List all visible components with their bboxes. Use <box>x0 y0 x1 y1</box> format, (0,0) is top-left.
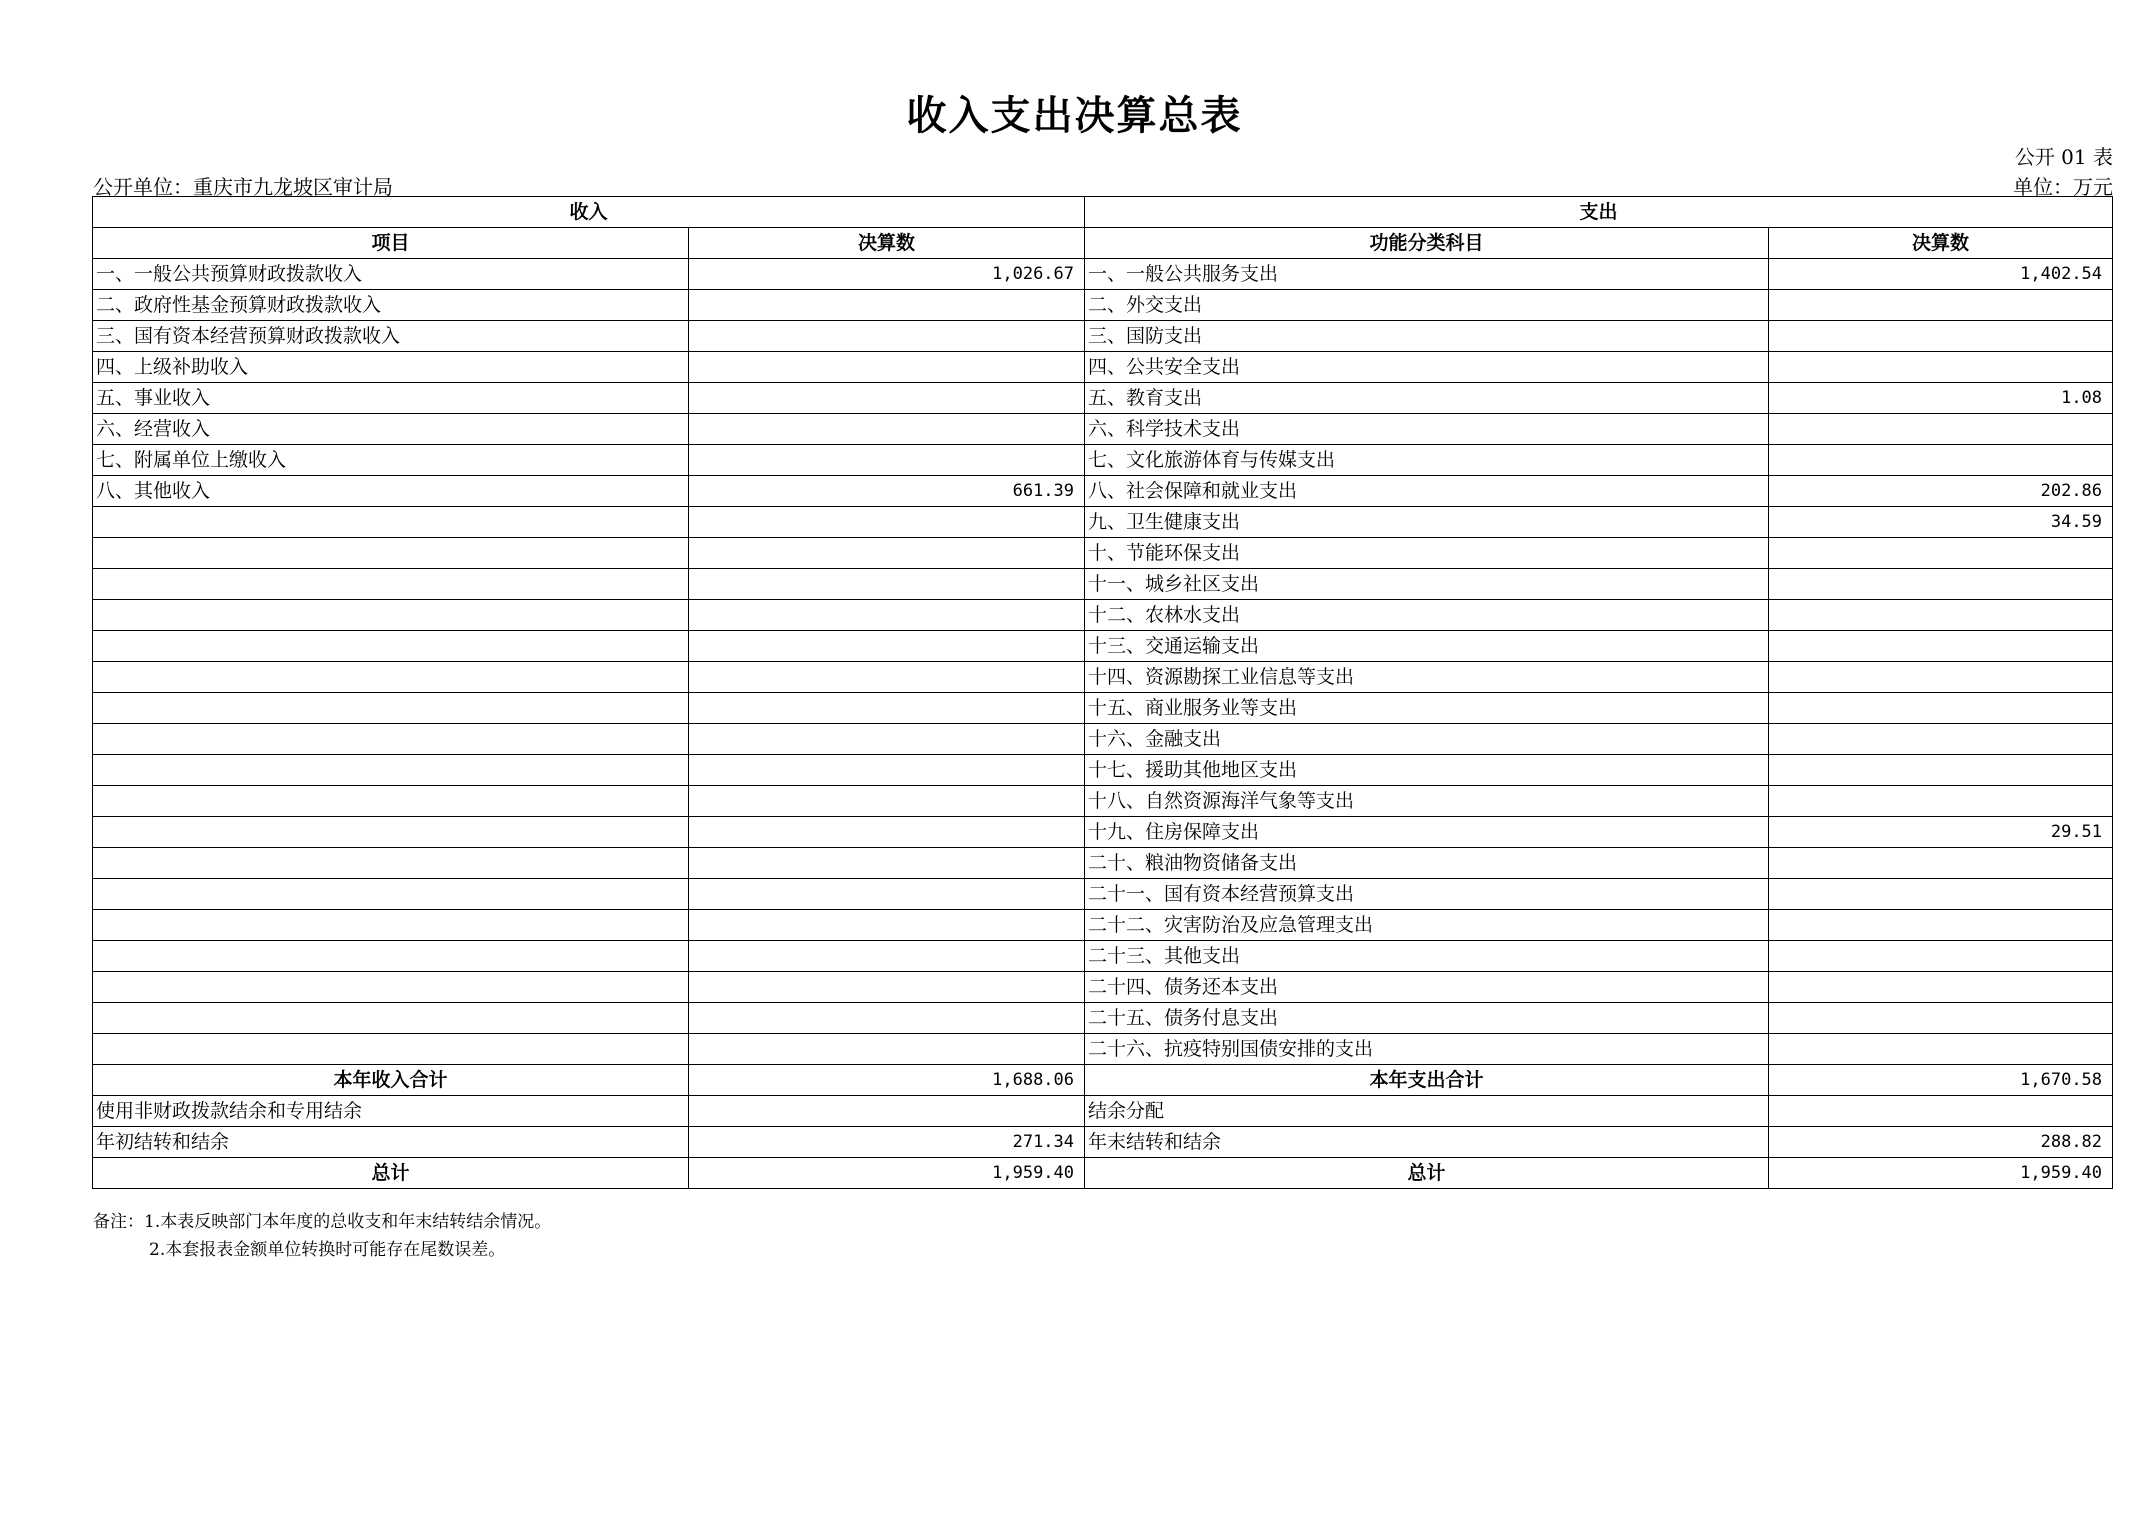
table-row <box>93 290 2113 321</box>
income-amount <box>689 941 1085 972</box>
income-amount: 661.39 <box>689 476 1085 507</box>
expense-amount <box>1769 445 2113 476</box>
income-amount <box>689 848 1085 879</box>
income-amount <box>689 383 1085 414</box>
income-amount <box>689 724 1085 755</box>
income-item-label <box>93 1003 689 1034</box>
income-item-label <box>93 755 689 786</box>
year-expense-total-label: 本年支出合计 <box>1085 1065 1769 1096</box>
expense-item-label: 十一、城乡社区支出 <box>1085 569 1769 600</box>
expense-item-label: 八、社会保障和就业支出 <box>1085 476 1769 507</box>
year-expense-total-value: 1,670.58 <box>1769 1065 2113 1096</box>
table-row <box>93 693 2113 724</box>
expense-item-label: 九、卫生健康支出 <box>1085 507 1769 538</box>
expense-amount <box>1769 910 2113 941</box>
reporting-unit: 公开单位：重庆市九龙坡区审计局 <box>93 175 393 199</box>
income-item-label: 三、国有资本经营预算财政拨款收入 <box>93 321 689 352</box>
expense-amount: 1,402.54 <box>1769 259 2113 290</box>
function-category-column-header: 功能分类科目 <box>1085 228 1769 259</box>
expense-amount <box>1769 755 2113 786</box>
expense-amount <box>1769 1003 2113 1034</box>
income-amount <box>689 755 1085 786</box>
grand-total-expense-value: 1,959.40 <box>1769 1158 2113 1189</box>
expense-amount <box>1769 321 2113 352</box>
table-row <box>93 352 2113 383</box>
expense-amount <box>1769 600 2113 631</box>
income-item-label: 七、附属单位上缴收入 <box>93 445 689 476</box>
expense-amount <box>1769 941 2113 972</box>
expense-item-label: 十五、商业服务业等支出 <box>1085 693 1769 724</box>
expense-item-label: 二十、粮油物资储备支出 <box>1085 848 1769 879</box>
beginning-balance-value: 271.34 <box>689 1127 1085 1158</box>
expense-item-label: 六、科学技术支出 <box>1085 414 1769 445</box>
expense-amount <box>1769 879 2113 910</box>
income-amount <box>689 321 1085 352</box>
income-item-label: 四、上级补助收入 <box>93 352 689 383</box>
income-section-header: 收入 <box>93 197 1085 228</box>
table-row <box>93 259 2113 290</box>
expense-item-label: 二、外交支出 <box>1085 290 1769 321</box>
income-item-label <box>93 972 689 1003</box>
income-amount <box>689 569 1085 600</box>
nonfiscal-label: 使用非财政拨款结余和专用结余 <box>93 1096 689 1127</box>
form-number: 公开 01 表 <box>2014 145 2113 169</box>
table-row <box>93 321 2113 352</box>
income-amount <box>689 631 1085 662</box>
expense-item-label: 七、文化旅游体育与传媒支出 <box>1085 445 1769 476</box>
income-amount <box>689 972 1085 1003</box>
expense-amount: 1.08 <box>1769 383 2113 414</box>
income-amount: 1,026.67 <box>689 259 1085 290</box>
carryover-row <box>93 1127 2113 1158</box>
income-item-label <box>93 724 689 755</box>
income-amount <box>689 662 1085 693</box>
income-item-label <box>93 507 689 538</box>
income-item-label <box>93 1034 689 1065</box>
expense-amount <box>1769 1034 2113 1065</box>
income-item-label <box>93 817 689 848</box>
expense-amount <box>1769 352 2113 383</box>
expense-item-label: 十二、农林水支出 <box>1085 600 1769 631</box>
income-amount <box>689 786 1085 817</box>
expense-amount <box>1769 724 2113 755</box>
income-item-label <box>93 786 689 817</box>
income-amount <box>689 879 1085 910</box>
expense-item-label: 四、公共安全支出 <box>1085 352 1769 383</box>
expense-section-header: 支出 <box>1085 197 2113 228</box>
expense-item-label: 一、一般公共服务支出 <box>1085 259 1769 290</box>
expense-amount <box>1769 848 2113 879</box>
table-row <box>93 507 2113 538</box>
year-total-row <box>93 1065 2113 1096</box>
table-row <box>93 662 2113 693</box>
income-amount <box>689 290 1085 321</box>
table-row <box>93 445 2113 476</box>
table-row <box>93 941 2113 972</box>
grand-total-expense-label: 总计 <box>1085 1158 1769 1189</box>
table-row <box>93 910 2113 941</box>
table-row <box>93 1034 2113 1065</box>
surplus-allocation-label: 结余分配 <box>1085 1096 1769 1127</box>
expense-amount-column-header: 决算数 <box>1769 228 2113 259</box>
expense-item-label: 三、国防支出 <box>1085 321 1769 352</box>
income-item-label: 二、政府性基金预算财政拨款收入 <box>93 290 689 321</box>
income-item-label <box>93 569 689 600</box>
income-amount <box>689 693 1085 724</box>
income-item-label: 五、事业收入 <box>93 383 689 414</box>
ending-balance-label: 年末结转和结余 <box>1085 1127 1769 1158</box>
expense-item-label: 五、教育支出 <box>1085 383 1769 414</box>
footnote-1: 备注：1.本表反映部门本年度的总收支和年末结转结余情况。 <box>93 1212 552 1232</box>
expense-item-label: 十七、援助其他地区支出 <box>1085 755 1769 786</box>
surplus-allocation-value <box>1769 1096 2113 1127</box>
footnotes <box>93 1208 551 1264</box>
expense-item-label: 十八、自然资源海洋气象等支出 <box>1085 786 1769 817</box>
footnote-2: 2.本套报表金额单位转换时可能存在尾数误差。 <box>149 1240 506 1260</box>
grand-total-row <box>93 1158 2113 1189</box>
expense-item-label: 二十五、债务付息支出 <box>1085 1003 1769 1034</box>
table-row <box>93 631 2113 662</box>
table-row <box>93 972 2113 1003</box>
table-row <box>93 879 2113 910</box>
expense-item-label: 二十六、抗疫特别国债安排的支出 <box>1085 1034 1769 1065</box>
expense-amount <box>1769 569 2113 600</box>
income-amount <box>689 910 1085 941</box>
income-amount <box>689 1003 1085 1034</box>
income-item-label: 八、其他收入 <box>93 476 689 507</box>
table-row <box>93 755 2113 786</box>
expense-amount: 29.51 <box>1769 817 2113 848</box>
expense-item-label: 十三、交通运输支出 <box>1085 631 1769 662</box>
income-amount <box>689 507 1085 538</box>
table-row <box>93 383 2113 414</box>
income-amount <box>689 352 1085 383</box>
income-amount <box>689 1034 1085 1065</box>
expense-amount <box>1769 414 2113 445</box>
table-row <box>93 848 2113 879</box>
grand-total-income-value: 1,959.40 <box>689 1158 1085 1189</box>
item-column-header: 项目 <box>93 228 689 259</box>
year-income-total-label: 本年收入合计 <box>93 1065 689 1096</box>
budget-summary-table <box>92 196 2113 1189</box>
income-amount <box>689 817 1085 848</box>
income-item-label <box>93 941 689 972</box>
income-item-label <box>93 538 689 569</box>
table-row <box>93 538 2113 569</box>
expense-amount <box>1769 662 2113 693</box>
page-title: 收入支出决算总表 <box>906 93 1243 139</box>
expense-amount <box>1769 538 2113 569</box>
expense-amount <box>1769 631 2113 662</box>
table-row <box>93 414 2113 445</box>
income-amount <box>689 538 1085 569</box>
table-row <box>93 600 2113 631</box>
table-row <box>93 569 2113 600</box>
expense-item-label: 二十一、国有资本经营预算支出 <box>1085 879 1769 910</box>
table-row <box>93 1003 2113 1034</box>
expense-amount <box>1769 693 2113 724</box>
income-item-label <box>93 910 689 941</box>
income-amount <box>689 600 1085 631</box>
expense-amount: 202.86 <box>1769 476 2113 507</box>
income-item-label <box>93 662 689 693</box>
income-amount <box>689 445 1085 476</box>
grand-total-income-label: 总计 <box>93 1158 689 1189</box>
beginning-balance-label: 年初结转和结余 <box>93 1127 689 1158</box>
income-item-label <box>93 879 689 910</box>
table-row <box>93 476 2113 507</box>
table-row <box>93 817 2113 848</box>
expense-amount <box>1769 786 2113 817</box>
income-item-label <box>93 631 689 662</box>
income-item-label <box>93 848 689 879</box>
nonfiscal-row <box>93 1096 2113 1127</box>
year-income-total-value: 1,688.06 <box>689 1065 1085 1096</box>
expense-amount <box>1769 290 2113 321</box>
expense-item-label: 十四、资源勘探工业信息等支出 <box>1085 662 1769 693</box>
expense-item-label: 十六、金融支出 <box>1085 724 1769 755</box>
currency-unit: 单位：万元 <box>2013 175 2113 199</box>
expense-amount: 34.59 <box>1769 507 2113 538</box>
income-amount <box>689 414 1085 445</box>
expense-item-label: 二十三、其他支出 <box>1085 941 1769 972</box>
expense-item-label: 二十二、灾害防治及应急管理支出 <box>1085 910 1769 941</box>
expense-item-label: 十九、住房保障支出 <box>1085 817 1769 848</box>
expense-item-label: 二十四、债务还本支出 <box>1085 972 1769 1003</box>
table-row <box>93 724 2113 755</box>
ending-balance-value: 288.82 <box>1769 1127 2113 1158</box>
expense-item-label: 十、节能环保支出 <box>1085 538 1769 569</box>
nonfiscal-value <box>689 1096 1085 1127</box>
income-item-label: 一、一般公共预算财政拨款收入 <box>93 259 689 290</box>
income-amount-column-header: 决算数 <box>689 228 1085 259</box>
expense-amount <box>1769 972 2113 1003</box>
income-item-label <box>93 693 689 724</box>
header-row-sections <box>93 197 2113 228</box>
table-row <box>93 786 2113 817</box>
header-row-columns <box>93 228 2113 259</box>
income-item-label: 六、经营收入 <box>93 414 689 445</box>
income-item-label <box>93 600 689 631</box>
